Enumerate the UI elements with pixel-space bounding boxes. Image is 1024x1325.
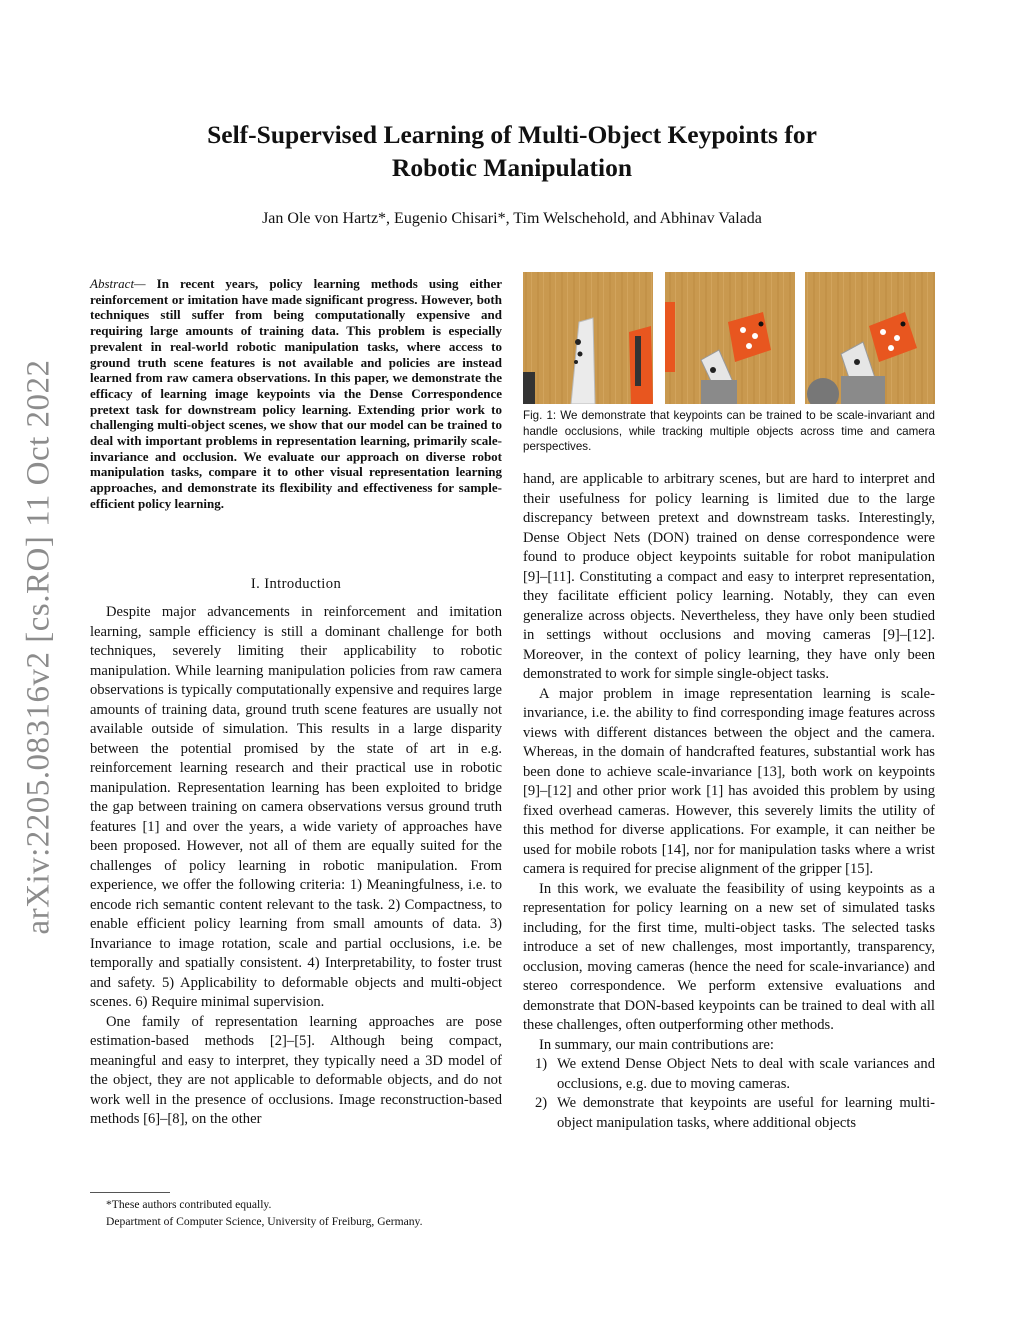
arxiv-side-label [14,348,64,946]
arxiv-id: arXiv:2205.08316v2 [cs.RO] 11 Oct 2022 [20,359,57,935]
paragraph: In summary, our main contributions are: [539,1036,774,1053]
list-number: 2) [535,1095,548,1111]
figure-panel-1 [523,272,653,404]
figure-caption: Fig. 1: We demonstrate that keypoints can be trained to be scale-invariant and handle occlusions, while tracking multiple objects across time and camera perspectives. [523,409,935,453]
abstract [90,276,502,512]
paragraph: Despite major advancements in reinforcement and imitation learning, sample efficiency is still a dominant challenge for both techniques, severely limiting their applicability to robotic manipulation. While learning manipulation policies from raw camera observations is typically computationally expensive and requires large amounts of training data, ground truth scene features are usually not available outside of simulation. This results in a large disparity between the potential promised by the state of art in e.g. reinforcement learning research and their practical use in robotic manipulation. Representation learning has been exploited to bridge the gap between training on camera observations versus ground truth features [1] and over the years, a wide variety of approaches have been proposed. However, not all of them are equally suited for the challenges of policy learning in robotic manipulation. From experience, we offer the following criteria: 1) Meaningfulness, i.e. to encode rich semantic content relevant to the task. 2) Compactness, to enable efficient policy learning from small amounts of data. 3) Invariance to image rotation, scale and partial occlusions, i.e. be temporally and spatially consistent. 4) Interpretability, to foster trust and safety. 5) Applicability to deformable objects and multi-object scenes. 6) Require minimal supervision. [90,604,502,1010]
footnote-equal-contribution: *These authors contributed equally. [106,1198,272,1211]
abstract-label: Abstract— [90,276,146,291]
paper-title [120,118,904,184]
paragraph: One family of representation learning approaches are pose estimation-based methods [2]–[5]. Although being compact, meaningful and easy to interpret, they typically need a 3D model of the object, they are not applicable to deformable objects, and do not work well in the presence of occlusions. Image reconstruction-based methods [6]–[8], on the other [90,1013,502,1127]
title-line-1: Self-Supervised Learning of Multi-Object Keypoints for [207,120,817,149]
list-text: We extend Dense Object Nets to deal with scale variances and occlusions, e.g. due to moving cameras. [557,1056,935,1092]
abstract-text: In recent years, policy learning methods using either reinforcement or imitation have made significant progress. However, both techniques still suffer from being computationally expensive and requiring large amounts of training data. This problem is especially prevalent in real-world robotic manipulation tasks, where access to ground truth scene features is not available and policies are instead learned from raw camera observations. In this paper, we demonstrate the efficacy of learning image keypoints via the Dense Correspondence pretext task for downstream policy learning. Extending prior work to challenging multi-object scenes, we show that our model can be trained to deal with important problems in representation learning, primarily scale-invariance and occlusion. We evaluate our approach on diverse robot manipulation tasks, compare it to other visual representation learning approaches, and demonstrate its flexibility and effectiveness for sample-efficient policy learning. [90,276,502,511]
section-heading: I. Introduction [250,576,342,592]
figure-1 [523,272,935,404]
figure-1-images [523,272,935,404]
footnote-rule [90,1192,170,1193]
list-item [523,1094,935,1133]
paragraph: In this work, we evaluate the feasibility of using keypoints as a representation for policy learning on a new set of simulated tasks including, for the first time, multi-object tasks. The selected tasks introduce a set of new challenges, most importantly, transparency, occlusion, moving cameras (hence the need for scale-invariance) and stereo correspondence. We perform extensive evaluations and demonstrate that DON-based keypoints can be trained to deal with all these challenges, often outperforming other methods. [523,880,935,1033]
list-item [523,1055,935,1094]
author-list: Jan Ole von Hartz*, Eugenio Chisari*, Tim Welschehold, and Abhinav Valada [262,210,762,227]
figure-panel-2 [665,272,795,404]
footnote-affiliation: Department of Computer Science, University of Freiburg, Germany. [106,1215,423,1228]
figure-panel-3 [805,272,935,404]
right-column-body [523,470,935,1133]
list-number: 1) [535,1056,548,1072]
footnotes [106,1196,506,1230]
contributions-list [523,1055,935,1133]
paragraph: A major problem in image representation learning is scale-invariance, i.e. the ability to find corresponding image features across views with different distances between the object and the camera. Whereas, in the domain of handcrafted features, substantial work has been done to achieve scale-invariance [13], both work on keypoints [9]–[12] and other prior work [1] has avoided this problem by using fixed overhead cameras. However, this severely limits the utility of this method for diverse applications. For example, it can neither be used for mobile robots [14], nor for manipulation tasks where a wrist camera is required for precise alignment of the gripper [15]. [523,685,935,877]
left-column-body [90,603,502,1130]
paragraph: hand, are applicable to arbitrary scenes, but are hard to interpret and their usefulness for policy learning is limited due to the large discrepancy between pretext and downstream tasks. Interestingly, Dense Object Nets (DON) trained on dense correspondence were found to produce object keypoints suitable for robot manipulation [9]–[11]. Constituting a compact and easy to interpret representation, they facilitate efficient policy learning. Notably, they can even generalize across objects. Nevertheless, they have only been studied in settings without occlusions and moving cameras [9]–[12]. Moreover, in the context of policy learning, they have only been demonstrated to work for simple single-object tasks. [523,471,935,682]
title-line-2: Robotic Manipulation [391,153,633,182]
list-text: We demonstrate that keypoints are useful for learning multi-object manipulation tasks, where additional objects [557,1095,935,1131]
